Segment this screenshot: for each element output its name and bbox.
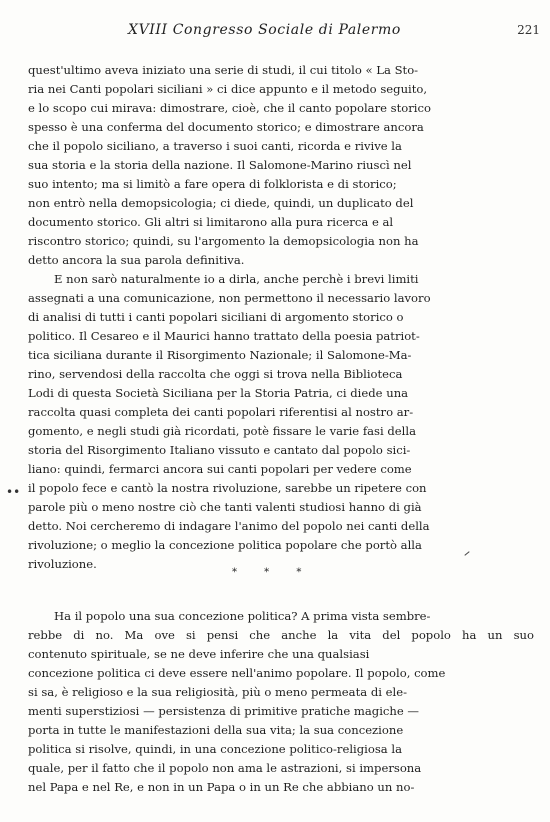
- section-break-asterisks: * * *: [232, 567, 314, 578]
- text-line: E non sarò naturalmente io a dirla, anche perchè i brevi limiti: [54, 272, 419, 286]
- text-line: il popolo fece e cantò la nostra rivoluzione, sarebbe un ripetere con: [28, 481, 427, 495]
- text-line: rivoluzione; o meglio la concezione politica popolare che portò alla: [28, 538, 422, 552]
- text-line: contenuto spirituale, se ne deve inferire che una qualsiasi: [28, 647, 370, 661]
- text-line: storia del Risorgimento Italiano vissuto e cantato dal popolo sici-: [28, 443, 411, 457]
- text-line: concezione politica ci deve essere nell'animo popolare. Il popolo, come: [28, 666, 446, 680]
- text-line: di analisi di tutti i canti popolari siciliani di argomento storico o: [28, 310, 404, 324]
- text-line: Lodi di questa Società Siciliana per la Storia Patria, ci diede una: [28, 386, 409, 400]
- text-line: e lo scopo cui mirava: dimostrare, cioè, che il canto popolare storico: [28, 101, 431, 115]
- margin-dots-mark: ••: [6, 485, 21, 499]
- text-line: assegnati a una comunicazione, non permettono il necessario lavoro: [28, 291, 431, 305]
- text-line: liano: quindi, fermarci ancora sui canti popolari per vedere come: [28, 462, 412, 476]
- text-line: quale, per il fatto che il popolo non ama le astrazioni, si impersona: [28, 761, 422, 775]
- text-line: ria nei Canti popolari siciliani » ci dice appunto e il metodo seguito,: [28, 82, 428, 96]
- text-line: spesso è una conferma del documento storico; e dimostrare ancora: [28, 120, 424, 134]
- text-line: documento storico. Gli altri si limitarono alla pura ricerca e al: [28, 215, 394, 229]
- text-line: suo intento; ma si limitò a fare opera di folklorista e di storico;: [28, 177, 397, 191]
- text-line: quest'ultimo aveva iniziato una serie di studi, il cui titolo « La Sto-: [28, 63, 419, 77]
- text-line: che il popolo siciliano, a traverso i suoi canti, ricorda e rivive la: [28, 139, 402, 153]
- text-line: nel Papa e nel Re, e non in un Papa o in un Re che abbiano un no-: [28, 780, 415, 794]
- text-line: parole più o meno nostre ciò che tanti valenti studiosi hanno di già: [28, 500, 422, 514]
- text-line: detto ancora la sua parola definitiva.: [28, 253, 245, 267]
- text-line: politica si risolve, quindi, in una concezione politico-religiosa la: [28, 742, 403, 756]
- text-line: detto. Noi cercheremo di indagare l'animo del popolo nei canti della: [28, 519, 430, 533]
- text-line: porta in tutte le manifestazioni della sua vita; la sua concezione: [28, 723, 404, 737]
- text-line: rebbe di no. Ma ove si pensi che anche la vita del popolo ha un suo: [28, 628, 534, 642]
- text-line: rino, servendosi della raccolta che oggi si trova nella Biblioteca: [28, 367, 403, 381]
- text-line: raccolta quasi completa dei canti popolari riferentisi al nostro ar-: [28, 405, 414, 419]
- text-line: non entrò nella demopsicologia; ci diede, quindi, un duplicato del: [28, 196, 414, 210]
- text-line: politico. Il Cesareo e il Maurici hanno trattato della poesia patriot-: [28, 329, 420, 343]
- page-number: 221: [517, 23, 540, 37]
- text-line: menti superstiziosi — persistenza di primitive pratiche magiche —: [28, 704, 420, 718]
- text-line: riscontro storico; quindi, su l'argomento la demopsicologia non ha: [28, 234, 419, 248]
- running-header: [120, 22, 540, 42]
- text-line: Ha il popolo una sua concezione politica? A prima vista sembre-: [54, 609, 431, 623]
- text-line: tica siciliana durante il Risorgimento Nazionale; il Salomone-Ma-: [28, 348, 412, 362]
- text-line: gomento, e negli studi già ricordati, potè fissare le varie fasi della: [28, 424, 416, 438]
- text-line: sua storia e la storia della nazione. Il Salomone-Marino riuscì nel: [28, 158, 412, 172]
- text-line: rivoluzione.: [28, 557, 97, 571]
- text-line: si sa, è religioso e la sua religiosità, più o meno permeata di ele-: [28, 685, 408, 699]
- running-title: XVIII Congresso Sociale di Palermo: [128, 22, 401, 38]
